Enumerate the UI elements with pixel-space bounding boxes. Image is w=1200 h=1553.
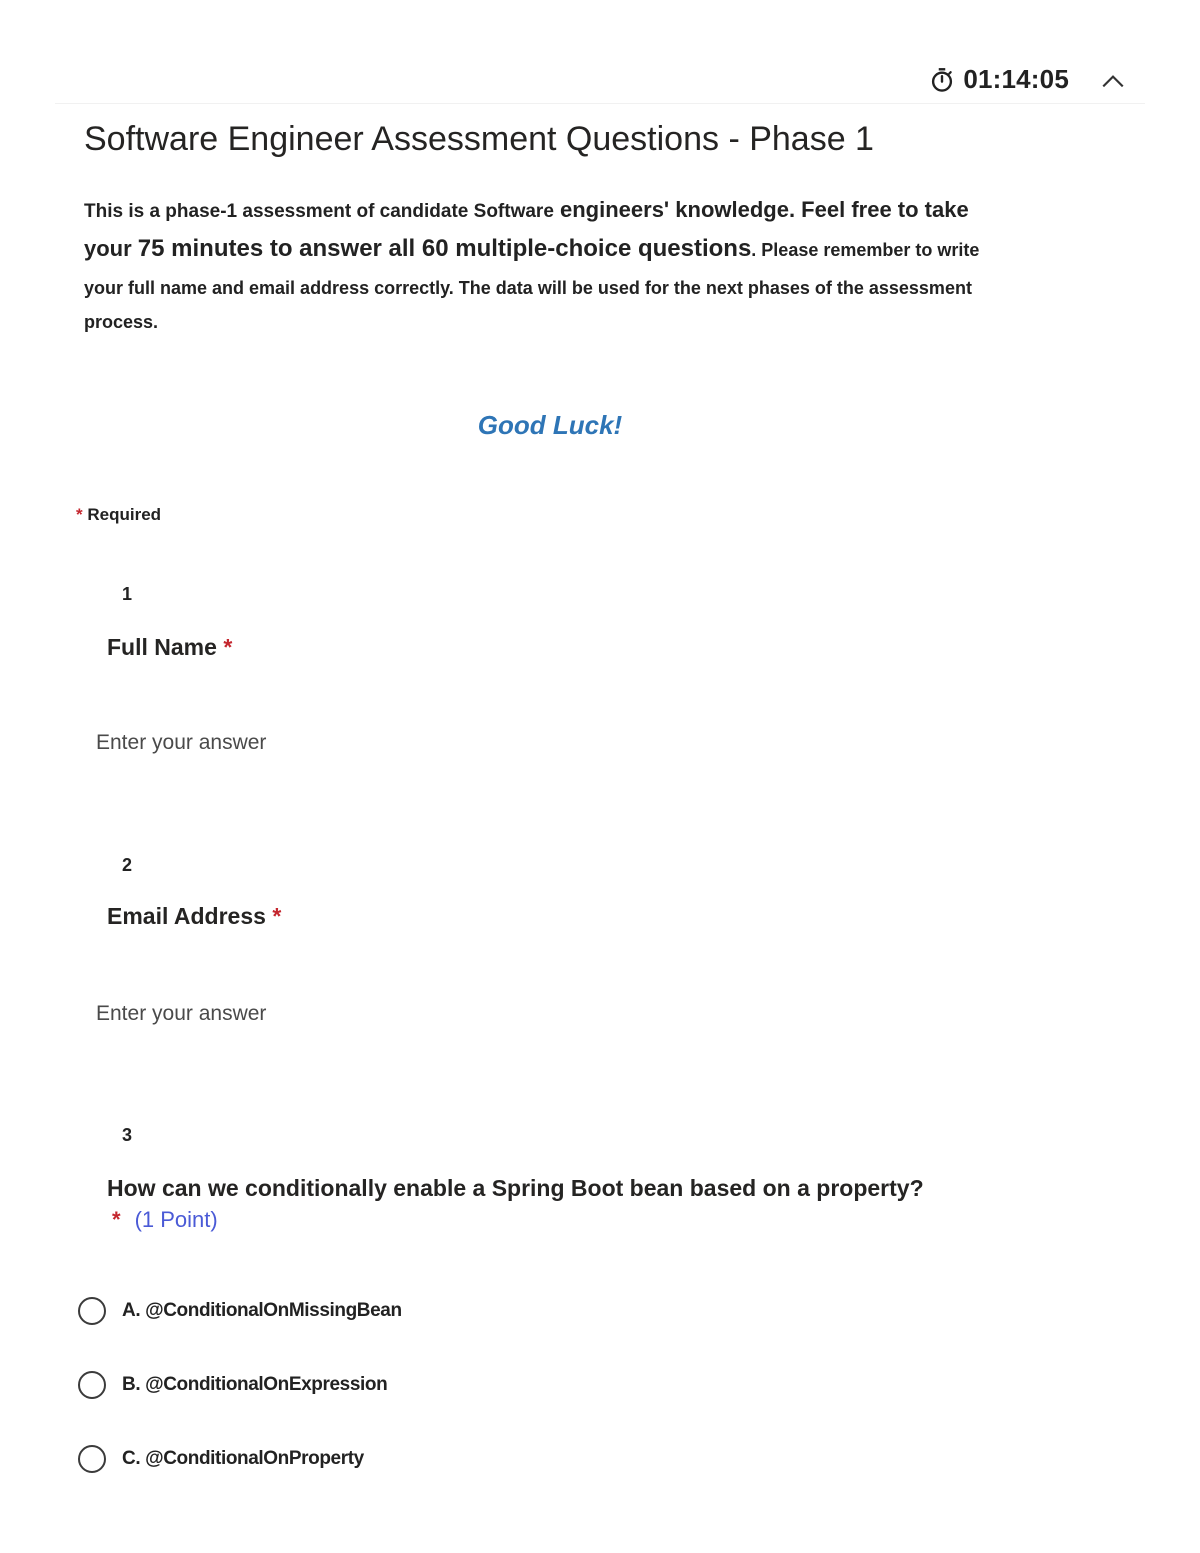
question-title-text: Full Name	[107, 634, 217, 660]
email-input[interactable]	[86, 994, 666, 1034]
required-star-icon: *	[223, 634, 233, 660]
good-luck-text: Good Luck!	[477, 410, 623, 440]
question-meta	[112, 1207, 218, 1233]
timer	[929, 64, 1069, 95]
top-bar	[0, 0, 1200, 104]
radio-button[interactable]	[78, 1297, 106, 1325]
option-label: B. @ConditionalOnExpression	[122, 1374, 388, 1395]
form-title: Software Engineer Assessment Questions - Phase 1	[84, 120, 874, 158]
option-a[interactable]	[78, 1297, 402, 1325]
radio-button[interactable]	[78, 1445, 106, 1473]
question-number: 1	[122, 584, 133, 604]
desc-text: your full name and email address correctly. The data will be used for the next phases of the assessment	[84, 278, 972, 298]
question-number: 3	[122, 1125, 133, 1145]
required-star-icon: *	[272, 903, 282, 929]
question-title: How can we conditionally enable a Spring Boot bean based on a property?	[107, 1175, 924, 1201]
desc-text: process.	[84, 312, 159, 332]
desc-text: engineers' knowledge. Feel free to take	[553, 197, 969, 222]
desc-text: This is a phase-1 assessment of candidate Software	[84, 201, 554, 222]
required-note	[76, 505, 161, 525]
option-label: C. @ConditionalOnProperty	[122, 1448, 364, 1469]
question-title	[107, 634, 232, 661]
desc-text: your	[84, 236, 138, 261]
stopwatch-icon	[929, 67, 955, 93]
chevron-up-icon[interactable]	[1100, 68, 1126, 94]
divider	[55, 103, 1145, 104]
option-label: A. @ConditionalOnMissingBean	[122, 1300, 402, 1321]
timer-value: 01:14:05	[963, 64, 1069, 94]
question-title	[107, 903, 281, 930]
points-label: (1 Point)	[134, 1207, 218, 1232]
desc-highlight: 75 minutes to answer all 60 multiple-choice questions	[137, 235, 752, 262]
question-title-text: Email Address	[107, 903, 266, 929]
option-b[interactable]	[78, 1371, 387, 1399]
form-description	[84, 193, 1124, 339]
required-star-icon: *	[112, 1207, 121, 1232]
required-star-icon: *	[76, 505, 83, 524]
full-name-input[interactable]	[86, 723, 666, 763]
radio-button[interactable]	[78, 1371, 106, 1399]
desc-text: . Please remember to write	[751, 240, 980, 260]
option-c[interactable]	[78, 1445, 364, 1473]
required-label: Required	[87, 505, 162, 524]
question-number: 2	[122, 855, 133, 875]
